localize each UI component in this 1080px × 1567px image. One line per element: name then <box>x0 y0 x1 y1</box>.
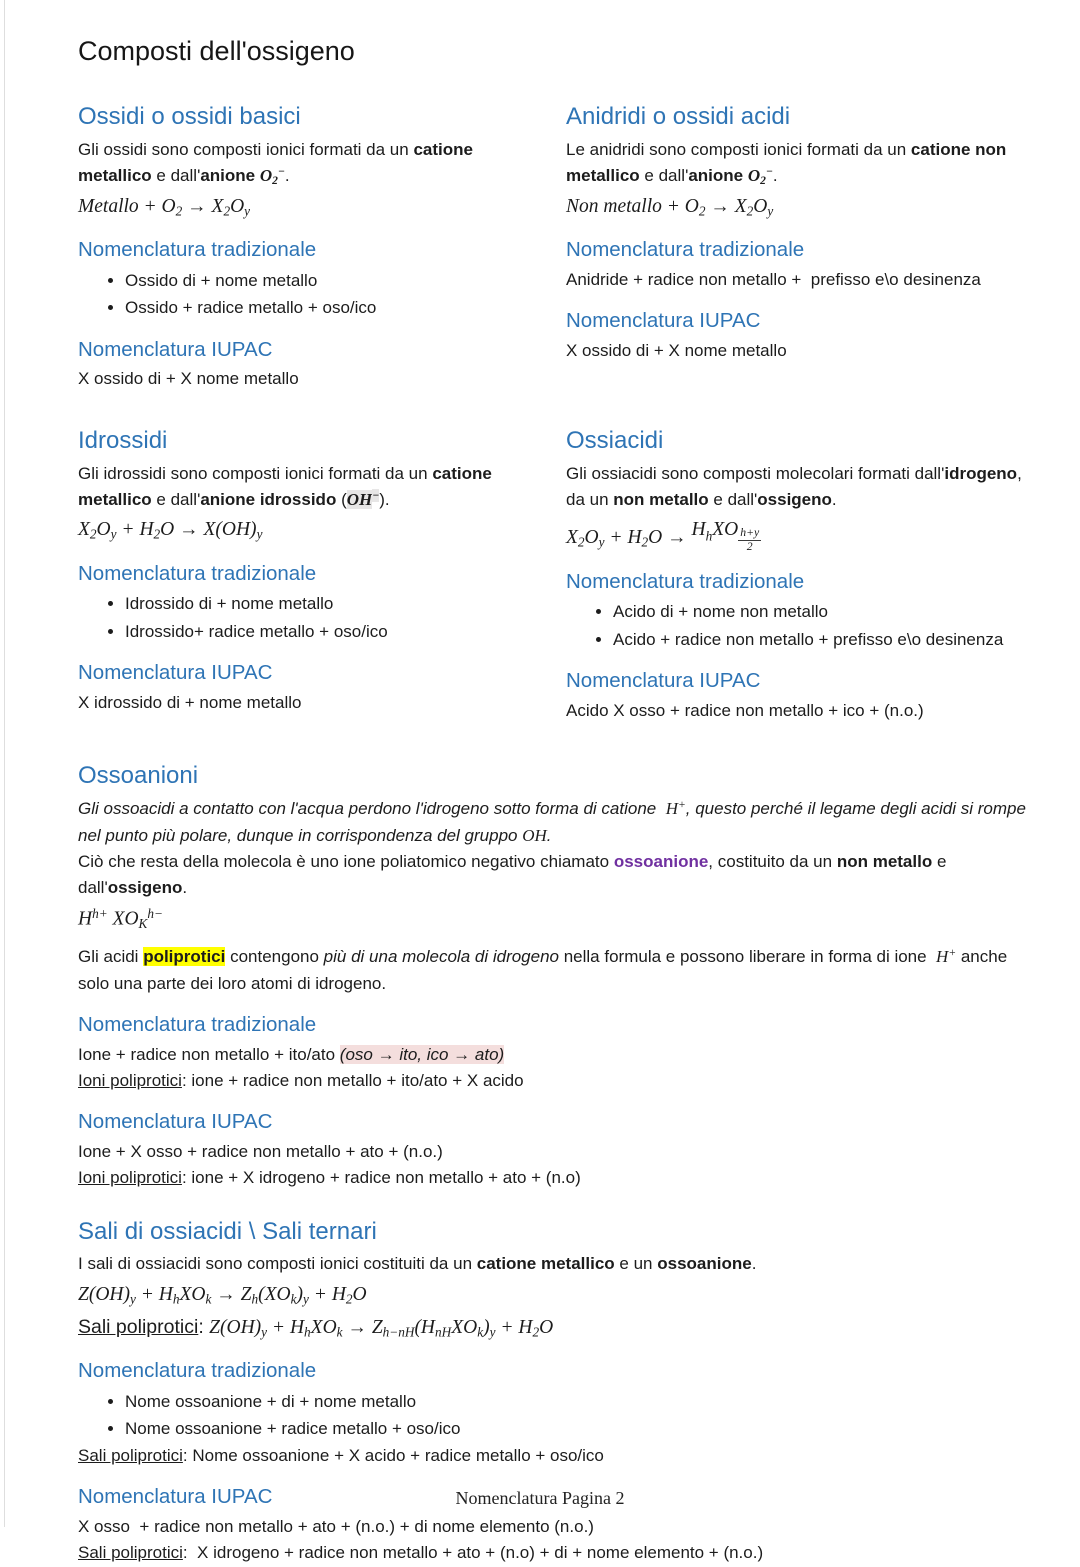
anidridi-trad-heading: Nomenclatura tradizionale <box>566 238 805 262</box>
bullet-list <box>78 267 540 322</box>
ossiacidi-trad-heading: Nomenclatura tradizionale <box>566 569 805 593</box>
ossidi-trad-heading: Nomenclatura tradizionale <box>78 238 317 262</box>
anidridi-trad-rule: Anidride + radice non metallo + prefisso e\o desinenza <box>566 269 981 289</box>
section-sali <box>78 1218 1040 1567</box>
ossidi-description: Gli ossidi sono composti ionici formati da un catione metallico e dall'anione $O_2^-$. <box>78 139 478 188</box>
anidridi-formula: Non metallo + $O_2 \to X_2O_y$ <box>566 195 774 219</box>
ossoanioni-trad-rule-2: Ioni poliprotici: ione + radice non metallo + ito/ato + X acido <box>78 1071 524 1091</box>
ossiacidi-description: Gli ossiacidi sono composti molecolari formati dall'idrogeno, da un non metallo e dall'ossigeno. <box>566 463 1027 509</box>
ossoanioni-iupac-heading: Nomenclatura IUPAC <box>78 1110 273 1134</box>
list-item: • Idrossido+ radice metallo + oso/ico <box>125 618 540 646</box>
ossidi-iupac-rule: X ossido di + X nome metallo <box>78 369 299 389</box>
anidridi-iupac-rule: X ossido di + X nome metallo <box>566 340 787 360</box>
anidridi-iupac-heading: Nomenclatura IUPAC <box>566 309 761 333</box>
section-ossidi <box>78 103 540 393</box>
idrossidi-description: Gli idrossidi sono composti ionici formati da un catione metallico e dall'anione idrossido (OH−). <box>78 463 497 509</box>
bullet-list <box>78 1388 1040 1443</box>
list-item: • Nome ossoanione + radice metallo + oso/ico <box>125 1415 1040 1443</box>
sali-formula-1: $Z(OH)_y + H_hXO_k \to Z_h(XO_k)_y + H_2O$ <box>78 1283 367 1307</box>
list-item: • Idrossido di + nome metallo <box>125 590 540 618</box>
ossoanioni-trad-heading: Nomenclatura tradizionale <box>78 1013 317 1037</box>
footer-page-label: Nomenclatura Pagina 2 <box>455 1488 625 1508</box>
ossiacidi-iupac-rule: Acido X osso + radice non metallo + ico + (n.o.) <box>566 701 924 721</box>
two-column-layout <box>78 103 1040 724</box>
section-heading-anidridi: Anidridi o ossidi acidi <box>566 103 791 130</box>
list-item: • Ossido di + nome metallo <box>125 267 540 295</box>
section-idrossidi <box>78 427 540 725</box>
ossoanioni-formula: $H^{h+}$ $XO_K^{h-}$ <box>78 905 163 931</box>
list-item: • Acido + radice non metallo + prefisso e\o desinenza <box>613 626 1040 654</box>
section-heading-ossiacidi: Ossiacidi <box>566 426 664 454</box>
ossoanioni-paragraph-1: Gli ossoacidi a contatto con l'acqua perdono l'idrogeno sotto forma di catione H+, questo perché il legame degli acidi si rompe nel punto più polare, dunque in corrispondenza del gruppo OH. <box>78 798 1031 845</box>
ossiacidi-iupac-heading: Nomenclatura IUPAC <box>566 669 761 693</box>
section-heading-ossidi: Ossidi o ossidi basici <box>78 103 301 130</box>
sali-iupac-heading: Nomenclatura IUPAC <box>78 1485 273 1509</box>
sali-iupac-rule-2: Sali poliprotici: X idrogeno + radice non metallo + ato + (n.o) + di + nome elemento + (n.o.) <box>78 1543 764 1563</box>
section-ossoanioni <box>78 762 1040 1191</box>
idrossidi-formula: $X_2O_y + H_2O \to X(OH)_y$ <box>78 519 263 542</box>
idrossidi-trad-heading: Nomenclatura tradizionale <box>78 561 317 585</box>
ossidi-formula: Metallo + $O_2 \to X_2O_y$ <box>78 195 251 219</box>
sali-trad-poliprotici-rule: Sali poliprotici: Nome ossoanione + X acido + radice metallo + oso/ico <box>78 1445 604 1465</box>
page-title: Composti dell'ossigeno <box>78 36 355 66</box>
ossoanioni-paragraph-2: Ciò che resta della molecola è uno ione poliatomico negativo chiamato ossoanione, costituito da un non metallo e dall'ossigeno. <box>78 851 952 898</box>
section-ossiacidi <box>566 427 1040 725</box>
bullet-list <box>566 598 1040 653</box>
idrossidi-iupac-heading: Nomenclatura IUPAC <box>78 661 273 685</box>
sali-formula-2: Sali poliprotici: $Z(OH)_y + H_hXO_k \to Z_{h-nH}(H_{nH}XO_k)_y + H_2O$ <box>78 1316 554 1340</box>
bullet-list <box>78 590 540 645</box>
section-heading-sali: Sali di ossiacidi \ Sali ternari <box>78 1217 377 1245</box>
ossoanioni-iupac-rule-1: Ione + X osso + radice non metallo + ato + (n.o.) <box>78 1142 443 1161</box>
idrossidi-iupac-rule: X idrossido di + nome metallo <box>78 692 302 712</box>
ossoanioni-iupac-rule-2: Ioni poliprotici: ione + X idrogeno + radice non metallo + ato + (n.o) <box>78 1168 581 1188</box>
ossiacidi-formula: $X_2O_y + H_2O$ → HhXO $\frac{h+y}{2}$ <box>566 519 760 553</box>
anidridi-description: Le anidridi sono composti ionici formati da un catione non metallico e dall'anione $O_2^-$. <box>566 139 1012 188</box>
list-item: • Ossido + radice metallo + oso/ico <box>125 294 540 322</box>
list-item: • Nome ossoanione + di + nome metallo <box>125 1388 1040 1416</box>
sali-trad-heading: Nomenclatura tradizionale <box>78 1359 317 1383</box>
section-anidridi <box>566 103 1040 393</box>
sali-description: I sali di ossiacidi sono composti ionici costituiti da un catione metallico e un ossoanione. <box>78 1254 757 1274</box>
sali-iupac-rule-1: X osso + radice non metallo + ato + (n.o.) + di nome elemento (n.o.) <box>78 1516 594 1536</box>
ossoanioni-paragraph-3: Gli acidi poliprotici contengono più di una molecola di idrogeno nella formula e possono liberare in forma di ione H+ anche solo una parte dei loro atomi di idrogeno. <box>78 946 1012 993</box>
ossidi-iupac-heading: Nomenclatura IUPAC <box>78 337 273 361</box>
section-heading-ossoanioni: Ossoanioni <box>78 762 199 790</box>
ossoanioni-trad-rule-1: Ione + radice non metallo + ito/ato (oso → ito, ico → ato) <box>78 1044 505 1064</box>
list-item: • Acido di + nome non metallo <box>613 598 1040 626</box>
section-heading-idrossidi: Idrossidi <box>78 426 168 454</box>
